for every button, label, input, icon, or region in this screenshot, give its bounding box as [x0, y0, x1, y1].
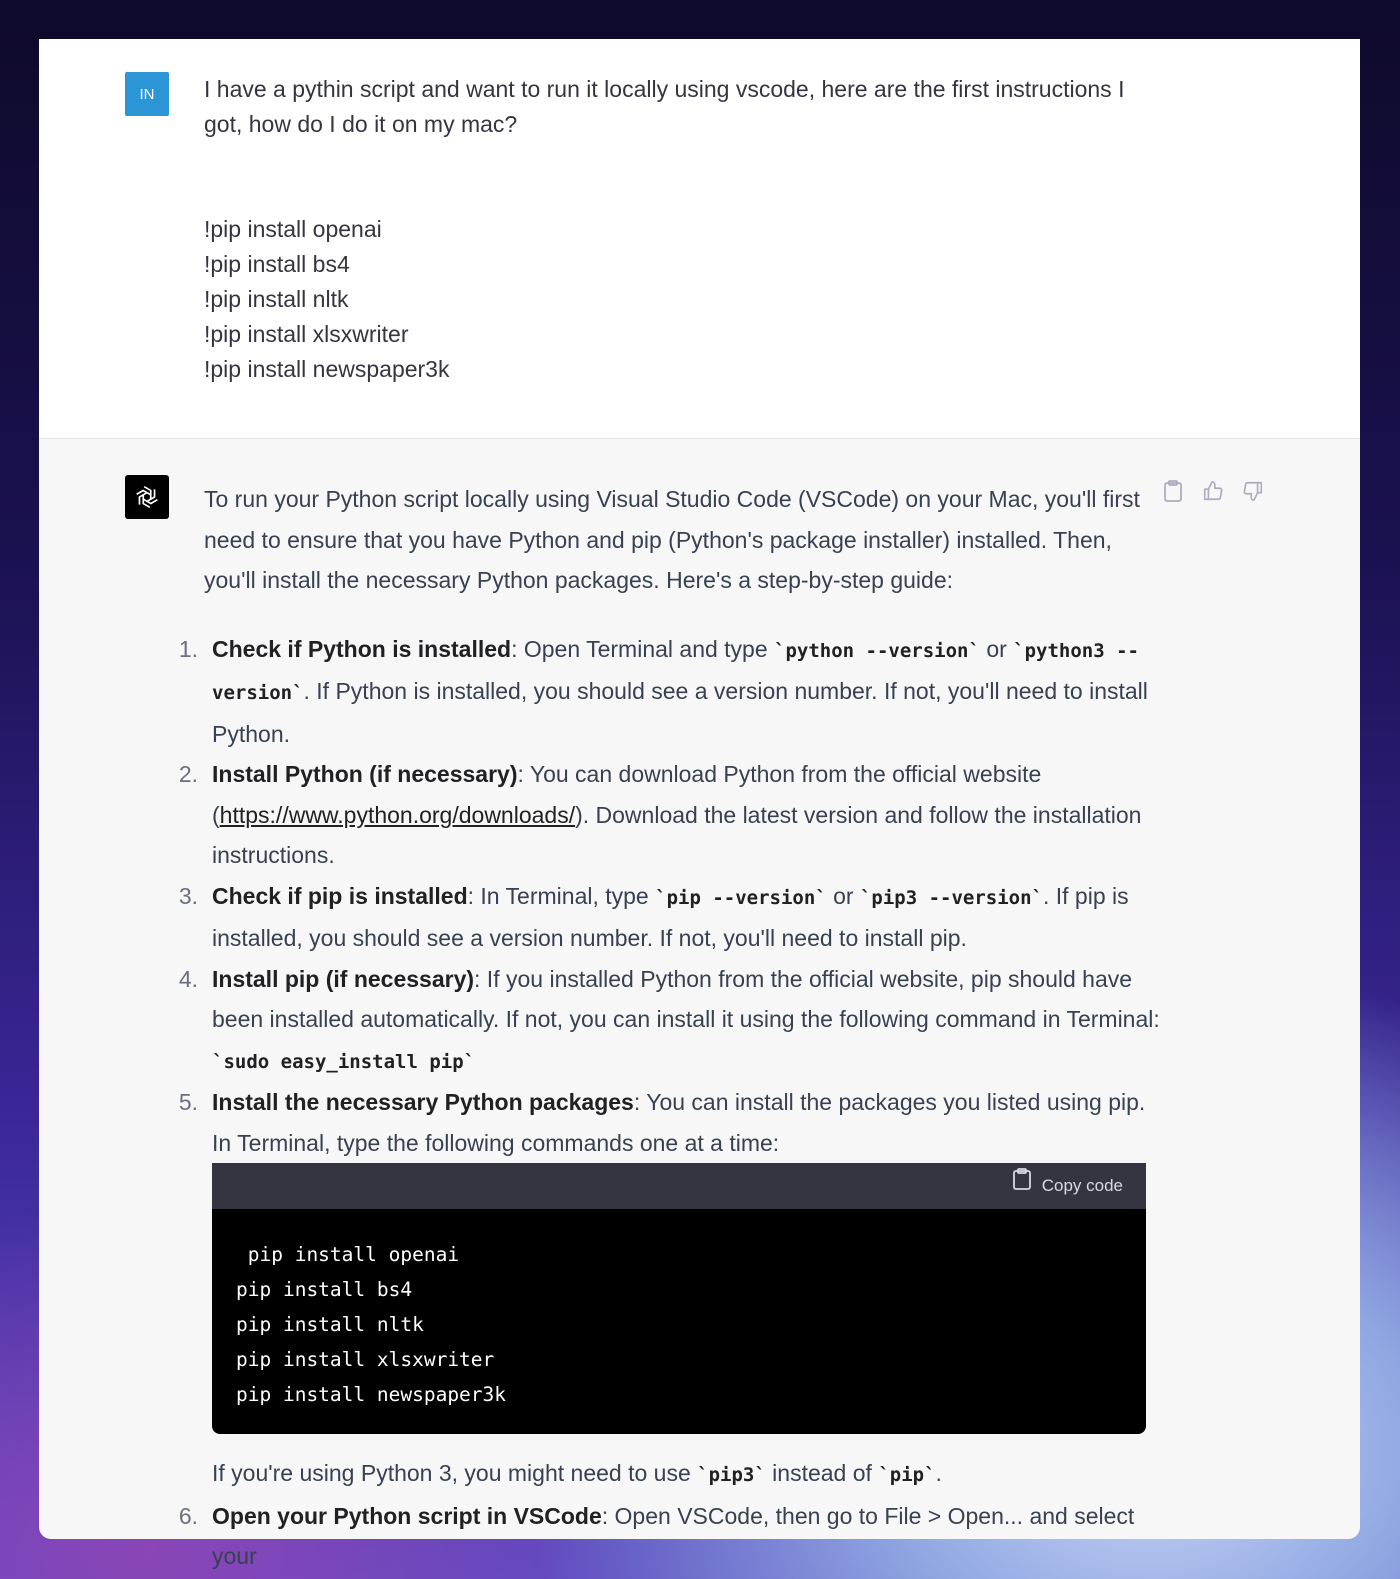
step-number: 5.: [178, 1089, 198, 1115]
user-message-text: [204, 72, 1164, 387]
step-text: : Open Terminal and type: [511, 635, 775, 662]
step-text: : You can install the packages you listed using pip. In Terminal, type the following commands one at a time:: [212, 1089, 1146, 1156]
user-command-list: [204, 212, 1164, 387]
thumbs-up-icon[interactable]: [1202, 479, 1224, 503]
step-title: Install Python (if necessary): [212, 761, 518, 787]
inline-code: `pip`: [878, 1464, 936, 1486]
code-line: pip install bs4: [236, 1278, 413, 1301]
code-line: pip install newspaper3k: [236, 1383, 507, 1406]
inline-code: `python3 --version`: [212, 639, 1140, 704]
user-avatar: [125, 72, 169, 116]
step-number: 3.: [178, 882, 198, 909]
step-text: : If you installed Python from the official website, pip should have been installed automatically. If not, you can install it using the following command in Terminal:: [212, 965, 1160, 1032]
inline-code: `python --version`: [774, 639, 980, 662]
steps-list: [178, 629, 1164, 1164]
code-line: pip install xlsxwriter: [236, 1348, 495, 1371]
note-text: instead of: [765, 1460, 879, 1486]
message-actions: [1162, 479, 1264, 503]
thumbs-down-icon[interactable]: [1242, 479, 1264, 503]
python3-note: [212, 1453, 1164, 1496]
step-text: : You can download Python from the official website (: [212, 761, 1042, 828]
step-title: Check if Python is installed: [212, 635, 512, 662]
inline-code: `sudo easy_install pip`: [212, 1050, 476, 1073]
list-item: [178, 1082, 1164, 1163]
user-command-line: !pip install openai: [204, 216, 382, 242]
user-message: [39, 39, 1360, 439]
list-item: [178, 629, 1164, 755]
step-text: . If pip is installed, you should see a version number. If not, you'll need to install pip.: [212, 882, 1129, 951]
user-command-line: !pip install newspaper3k: [204, 356, 450, 382]
step-number: 4.: [178, 965, 198, 992]
code-line: pip install openai: [236, 1243, 460, 1266]
openai-logo-icon: [125, 475, 169, 519]
copy-code-button[interactable]: [1012, 1166, 1123, 1207]
inline-code: `pip3`: [697, 1464, 766, 1486]
python-downloads-link[interactable]: https://www.python.org/downloads/: [219, 801, 576, 828]
clipboard-icon[interactable]: [1162, 479, 1184, 503]
step-number: 6.: [178, 1502, 198, 1529]
code-block: [212, 1163, 1146, 1434]
steps-list-continued: [178, 1496, 1164, 1577]
step-text: or: [979, 635, 1014, 662]
inline-code: `pip3 --version`: [859, 886, 1043, 909]
step-text: . If Python is installed, you should see a version number. If not, you'll need to install Python.: [212, 678, 1148, 747]
user-command-line: !pip install bs4: [204, 251, 350, 277]
user-command-line: !pip install nltk: [204, 286, 349, 312]
step-text: : In Terminal, type: [467, 882, 656, 909]
step-title: Check if pip is installed: [212, 882, 468, 909]
step-number: 2.: [178, 761, 198, 787]
step-title: Install pip (if necessary): [212, 965, 475, 992]
note-text: If you're using Python 3, you might need to use: [212, 1460, 698, 1486]
list-item: [178, 1496, 1164, 1577]
step-text: or: [826, 882, 860, 909]
user-command-line: !pip install xlsxwriter: [204, 321, 409, 347]
step-title: Open your Python script in VSCode: [212, 1502, 602, 1529]
code-block-body: [212, 1209, 1146, 1434]
user-avatar-initials: IN: [139, 85, 155, 103]
step-title: Install the necessary Python packages: [212, 1089, 634, 1115]
list-item: [178, 959, 1164, 1083]
inline-code: `pip --version`: [655, 886, 827, 909]
assistant-intro: To run your Python script locally using Visual Studio Code (VSCode) on your Mac, you'll first need to ensure that you have Python and pip (Python's package installer) installed. Then, you'll install the necessary Python packages. Here's a step-by-step guide:: [204, 486, 1140, 593]
step-text: ). Download the latest version and follow the installation instructions.: [212, 801, 1142, 868]
user-message-question: I have a pythin script and want to run it locally using vscode, here are the first instructions I got, how do I do it on my mac?: [204, 76, 1125, 137]
list-item: [178, 754, 1164, 876]
copy-code-label: Copy code: [1041, 1175, 1123, 1195]
note-text: .: [935, 1460, 942, 1486]
code-block-header: [212, 1163, 1146, 1209]
step-number: 1.: [178, 635, 198, 662]
step-text: : Open VSCode, then go to File > Open... and select your: [212, 1502, 1135, 1569]
chat-window: [39, 39, 1360, 1569]
assistant-message-text: [178, 479, 1164, 1577]
code-line: pip install nltk: [236, 1313, 424, 1336]
list-item: [178, 876, 1164, 959]
clipboard-icon: [1012, 1166, 1032, 1207]
